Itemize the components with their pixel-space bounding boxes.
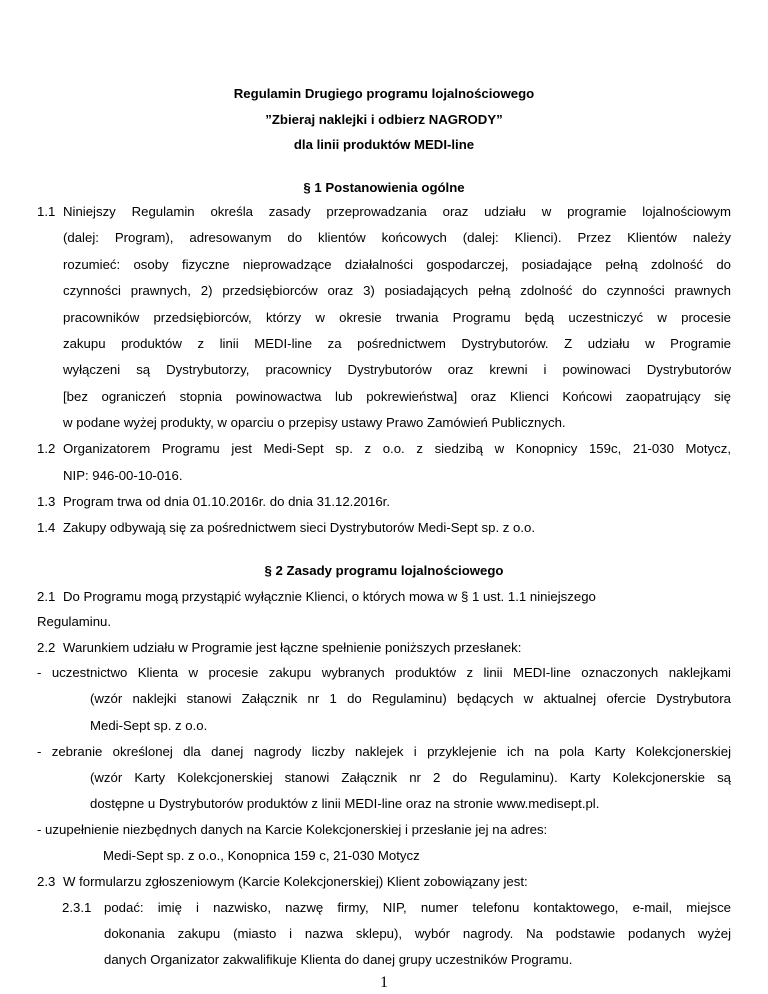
clause-2-3-text: W formularzu zgłoszeniowym (Karcie Kolekcjonerskiej) Klient zobowiązany jest:: [63, 874, 528, 889]
clause-1-1-line: czynności prawnych, 2) przedsiębiorców oraz 3) posiadających pełną zdolność do czynności prawnych: [63, 283, 731, 298]
condition-bullet-line: (wzór Karty Kolekcjonerskiej stanowi Załącznik nr 2 do Regulaminu). Karty Kolekcjonerskie są: [90, 770, 731, 785]
clause-2-3-1-line: danych Organizator zakwalifikuje Klienta do danej grupy uczestników Programu.: [104, 952, 573, 967]
clause-1-4-number: 1.4: [37, 520, 56, 535]
clause-1-1-line: w podane wyżej produkty, w oparciu o przepisy ustawy Prawo Zamówień Publicznych.: [63, 415, 566, 430]
clause-2-1-number: 2.1: [37, 589, 56, 604]
clause-1-4-text: Zakupy odbywają się za pośrednictwem sieci Dystrybutorów Medi-Sept sp. z o.o.: [63, 520, 536, 535]
clause-2-1-line: Do Programu mogą przystąpić wyłącznie Klienci, o których mowa w § 1 ust. 1.1 niniejszego: [63, 589, 596, 604]
clause-2-3-1-number: 2.3.1: [62, 900, 92, 915]
clause-1-3-number: 1.3: [37, 494, 56, 509]
condition-bullet-line: - uczestnictwo Klienta w procesie zakupu wybranych produktów z linii MEDI-line oznaczonych naklejkami: [37, 665, 731, 680]
condition-bullet-line: dostępne u Dystrybutorów produktów z linii MEDI-line oraz na stronie www.medisept.pl.: [90, 796, 600, 811]
product-line-subtitle: dla linii produktów MEDI-line: [293, 137, 475, 152]
clause-2-1-line: Regulaminu.: [37, 614, 112, 629]
clause-1-1-line: zakupu produktów z linii MEDI-line za pośrednictwem Dystrybutorów. Z udziału w Programie: [63, 336, 731, 351]
condition-bullet-line: Medi-Sept sp. z o.o.: [90, 718, 208, 733]
mailing-address: Medi-Sept sp. z o.o., Konopnica 159 c, 21-030 Motycz: [103, 848, 420, 863]
clause-2-3-number: 2.3: [37, 874, 56, 889]
page-number: 1: [380, 974, 388, 991]
clause-1-1-line: wyłączeni są Dystrybutorzy, pracownicy Dystrybutorów oraz krewni i powinowaci Dystrybutorów: [63, 362, 731, 377]
clause-1-1-line: (dalej: Program), adresowanym do klientów końcowych (dalej: Klienci). Przez Klientów należy: [63, 230, 731, 245]
clause-2-2-number: 2.2: [37, 640, 56, 655]
clause-1-1-number: 1.1: [37, 204, 56, 219]
clause-1-3-text: Program trwa od dnia 01.10.2016r. do dnia 31.12.2016r.: [63, 494, 390, 509]
clause-2-3-1-line: podać: imię i nazwisko, nazwę firmy, NIP, numer telefonu kontaktowego, e-mail, miejsce: [104, 900, 731, 915]
document-title: Regulamin Drugiego programu lojalnościowego: [233, 86, 535, 101]
clause-1-2-line: Organizatorem Programu jest Medi-Sept sp. z o.o. z siedzibą w Konopnicy 159c, 21-030 Motycz,: [63, 441, 731, 456]
clause-1-1-line: rozumieć: osoby fizyczne nieprowadzące działalności gospodarczej, posiadające pełną zdolność do: [63, 257, 731, 272]
condition-bullet-line: - uzupełnienie niezbędnych danych na Karcie Kolekcjonerskiej i przesłanie jej na adres:: [37, 822, 548, 837]
clause-2-3-1-line: dokonania zakupu (miasto i nazwa sklepu), wybór nagrody. Na podstawie podanych wyżej: [104, 926, 731, 941]
clause-1-1-line: pracowników przedsiębiorców, którzy w okresie trwania Programu będą uczestniczyć w procesie: [63, 310, 731, 325]
clause-1-1-line: [bez ograniczeń stopnia powinowactwa lub pokrewieństwa] oraz Klienci Końcowi zaopatrujący się: [63, 389, 731, 404]
clause-1-1-line: Niniejszy Regulamin określa zasady przeprowadzania oraz udziału w programie lojalnościowym: [63, 204, 731, 219]
condition-bullet-line: (wzór naklejki stanowi Załącznik nr 1 do Regulaminu) będących w aktualnej ofercie Dystrybutora: [90, 691, 731, 706]
program-name: ”Zbieraj naklejki i odbierz NAGRODY”: [265, 112, 503, 127]
clause-1-2-number: 1.2: [37, 441, 56, 456]
section-1-heading: § 1 Postanowienia ogólne: [303, 180, 465, 195]
section-2-heading: § 2 Zasady programu lojalnościowego: [264, 563, 504, 578]
clause-1-2-line: NIP: 946-00-10-016.: [63, 468, 183, 483]
condition-bullet-line: - zebranie określonej dla danej nagrody liczby naklejek i przyklejenie ich na pola Karty Kolekcjonerskiej: [37, 744, 731, 759]
clause-2-2-text: Warunkiem udziału w Programie jest łączne spełnienie poniższych przesłanek:: [63, 640, 522, 655]
